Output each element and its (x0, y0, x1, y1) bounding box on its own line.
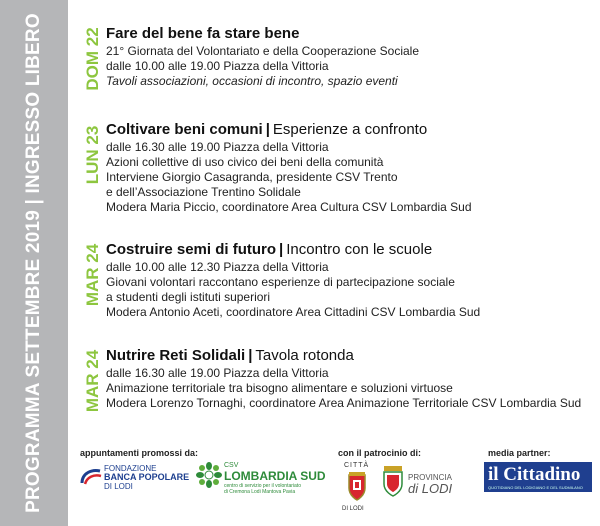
fbpl-mark-icon (80, 467, 102, 485)
event-line: e dell’Associazione Trentino Solidale (106, 185, 301, 199)
csv-text: CSV LOMBARDIA SUD centro di servizio per il volontariato di Cremona Lodi Mantova Pavia (224, 462, 326, 495)
event-line: dalle 10.00 alle 19.00 Piazza della Vittoria (106, 59, 329, 73)
event-2 (80, 120, 590, 230)
event-3 (80, 240, 590, 330)
event-line: Modera Antonio Aceti, coordinatore Area Cittadini CSV Lombardia Sud (106, 305, 481, 319)
csv-logo (196, 462, 336, 496)
fbpl-logo (80, 464, 190, 494)
event-day: MAR 24 (83, 349, 102, 413)
footer (80, 448, 595, 523)
promoted-label: appuntamenti promossi da: (80, 448, 199, 458)
event-title: Costruire semi di futuro | Incontro con le scuole (106, 241, 433, 258)
citta-di-lodi-logo: CITTÀ DI LODI (342, 462, 370, 512)
event-line: Modera Maria Piccio, coordinatore Area Cultura CSV Lombardia Sud (106, 200, 472, 214)
event-line: Azioni collettive di uso civico dei beni della comunità (106, 155, 384, 169)
media-label: media partner: (488, 448, 551, 458)
event-title: Coltivare beni comuni | Esperienze a confronto (106, 121, 428, 138)
event-content (106, 24, 419, 89)
event-day: MAR 24 (83, 243, 102, 307)
event-line: Giovani volontari raccontano esperienze di partecipazione sociale (106, 275, 455, 289)
event-line: Modera Lorenzo Tornaghi, coordinatore Area Animazione Territoriale CSV Lombardia Sud (106, 396, 582, 410)
event-line: Interviene Giorgio Casagranda, presidente CSV Trento (106, 170, 398, 184)
provincia-di-lodi-logo: PROVINCIA di LODI (382, 464, 462, 504)
city-crest-icon (346, 472, 368, 502)
event-content (106, 346, 581, 411)
event-line: Tavoli associazioni, occasioni di incontro, spazio eventi (106, 74, 398, 88)
event-line: Animazione territoriale tra bisogno alimentare e soluzioni virtuose (106, 381, 453, 395)
sidebar (0, 0, 68, 526)
event-day: LUN 23 (83, 125, 102, 185)
event-line: a studenti degli istituti superiori (106, 290, 271, 304)
fbpl-text: FONDAZIONE BANCA POPOLARE DI LODI (104, 464, 190, 491)
event-line: dalle 16.30 alle 19.00 Piazza della Vittoria (106, 366, 329, 380)
event-line: dalle 16.30 alle 19.00 Piazza della Vittoria (106, 140, 329, 154)
event-content (106, 240, 480, 320)
event-title: Fare del bene fa stare bene (106, 25, 300, 42)
event-line: 21° Giornata del Volontariato e della Cooperazione Sociale (106, 44, 420, 58)
event-title: Nutrire Reti Solidali | Tavola rotonda (106, 347, 354, 364)
event-day: DOM 22 (83, 27, 102, 91)
sidebar-title: PROGRAMMA SETTEMBRE 2019 | INGRESSO LIBERO (23, 13, 44, 513)
event-4 (80, 346, 590, 421)
province-crest-icon (382, 466, 404, 498)
csv-leaves-icon (196, 462, 222, 488)
event-1 (80, 24, 590, 99)
patronage-label: con il patrocinio di: (338, 448, 421, 458)
il-cittadino-logo: il Cittadino QUOTIDIANO DEL LODIGIANO E DEL SUDMILANO (484, 462, 592, 492)
event-content (106, 120, 472, 215)
event-line: dalle 10.00 alle 12.30 Piazza della Vittoria (106, 260, 329, 274)
